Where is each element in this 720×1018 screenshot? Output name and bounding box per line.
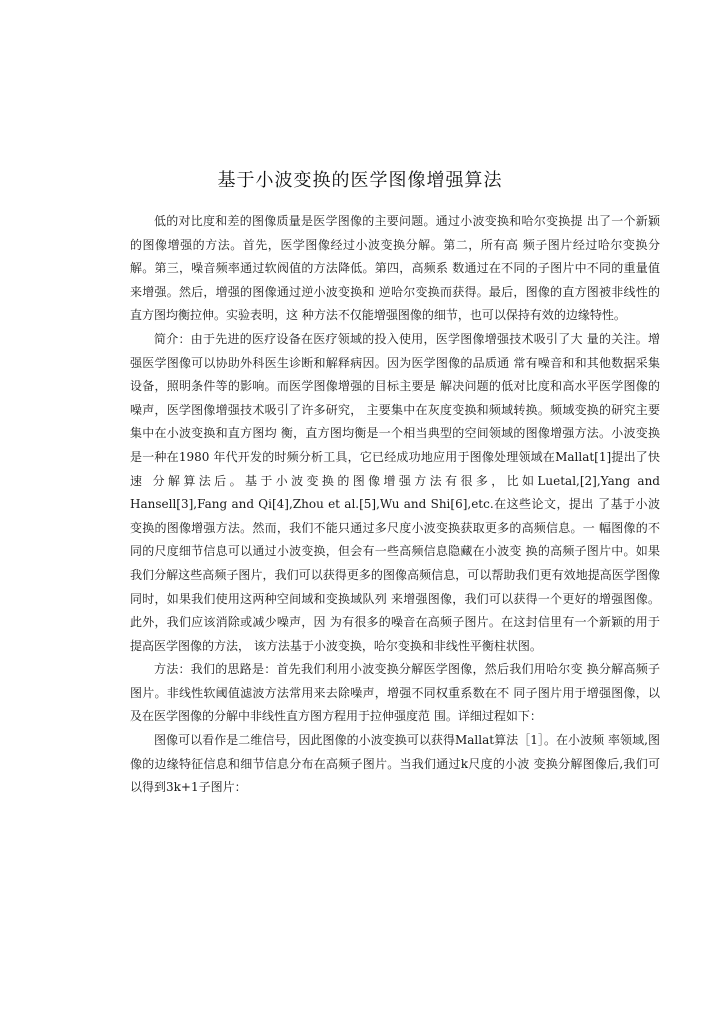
introduction-paragraph: 简介：由于先进的医疗设备在医疗领域的投入使用，医学图像增强技术吸引了大 量的关注。增强医学图像可以协助外科医生诊断和解释病因。因为医学图像的品质通 常有噪音和和其他数据采集设备，照明条件等的影响。而医学图像增强的目标主要是 解决问题的低对比度和高水平医学图像的噪声，医学图像增强技术吸引了许多研究， 主要集中在灰度变换和频域转换。频域变换的研究主要集中在小波变换和直方图均 衡，直方图均衡是一个相当典型的空间领域的图像增强方法。小波变换是一种在1980 年代开发的时频分析工具，它已经成功地应用于图像处理领域在Mallat[1]提出了快速 分解算法后。基于小波变换的图像增强方法有很多，比如Luetal,[2],Yang and Hansell[3],Fang and Qi[4],Zhou et al.[5],Wu and Shi[6],etc.在这些论文，提出 了基于小波 变换的图像增强方法。然而，我们不能只通过多尺度小波变换获取更多的高频信息。一 幅图像的不同的尺度细节信息可以通过小波变换，但会有一些高频信息隐藏在小波变 换的高频子图片中。如果我们分解这些高频子图片，我们可以获得更多的图像高频信息，可以帮助我们更有效地提高医学图像同时，如果我们使用这两种空间域和变换域队列 来增强图像，我们可以获得一个更好的增强图像。此外，我们应该消除或减少噪声，因 为有很多的噪音在高频子图片。在这封信里有一个新颖的用于提高医学图像的方法， 该方法基于小波变换，哈尔变换和非线性平衡柱状图。 [130, 331, 660, 653]
document-body [130, 210, 660, 800]
page-title: 基于小波变换的医学图像增强算法 [217, 170, 503, 191]
wavelet-paragraph: 图像可以看作是二维信号，因此图像的小波变换可以获得Mallat算法［1］。在小波频 率领域,图像的边缘特征信息和细节信息分布在高频子图片。当我们通过k尺度的小波 变换分解图像后,我们可以得到3k+1子图片： [130, 733, 660, 795]
method-paragraph: 方法：我们的思路是：首先我们利用小波变换分解医学图像，然后我们用哈尔变 换分解高频子图片。非线性软阈值滤波方法常用来去除噪声，增强不同权重系数在不 同子图片用于增强图像，以及在医学图像的分解中非线性直方图方程用于拉伸强度范 围。详细过程如下： [130, 662, 660, 724]
abstract-paragraph: 低的对比度和差的图像质量是医学图像的主要问题。通过小波变换和哈尔变换提 出了一个新颖的图像增强的方法。首先，医学图像经过小波变换分解。第二，所有高 频子图片经过哈尔变换分解。第三，噪音频率通过软阀值的方法降低。第四，高频系 数通过在不同的子图片中不同的重量值来增强。然后，增强的图像通过逆小波变换和 逆哈尔变换而获得。最后，图像的直方图被非线性的直方图均衡拉伸。实验表明，这 种方法不仅能增强图像的细节，也可以保持有效的边缘特性。 [130, 214, 660, 323]
